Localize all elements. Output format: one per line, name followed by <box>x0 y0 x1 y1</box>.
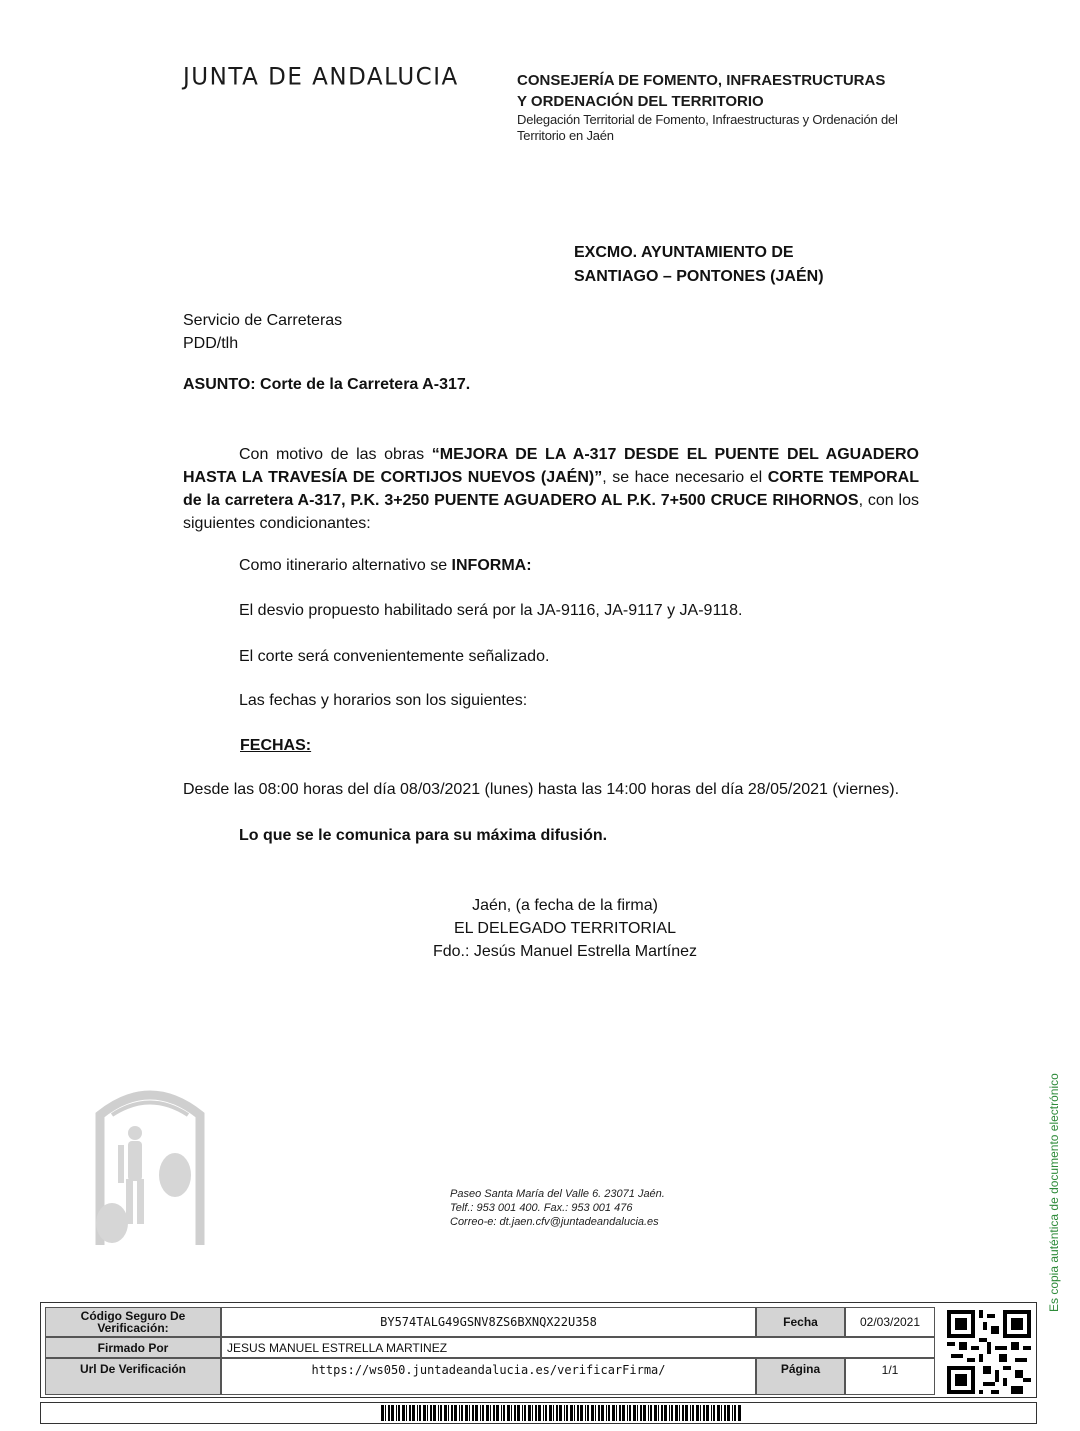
p1-closure-detail: CORTE TEMPORAL de la carretera A-317, P.K. 3+250 PUENTE AGUADERO AL P.K. 7+500 CRUCE RIHORNOS <box>183 469 920 509</box>
delegacion-line-2: Territorio en Jaén <box>517 128 614 143</box>
barcode-icon <box>341 1405 741 1421</box>
p1-part-c: , se hace necesario el <box>602 469 768 486</box>
barcode-strip <box>40 1402 1037 1424</box>
delegacion-subtitle <box>517 112 917 144</box>
pagina-label: Página <box>756 1358 845 1395</box>
consejeria-line-1: CONSEJERÍA DE FOMENTO, INFRAESTRUCTURAS <box>517 72 886 89</box>
sender-block <box>183 309 342 355</box>
address-line-3: Correo-e: dt.jaen.cfv@juntadeandalucia.es <box>450 1216 659 1228</box>
verification-table <box>40 1302 1037 1398</box>
andalucia-emblem-icon <box>90 1055 210 1255</box>
address-line-1: Paseo Santa María del Valle 6. 23071 Jaén. <box>450 1188 665 1200</box>
pagina-value: 1/1 <box>845 1358 935 1395</box>
codigo-value: BY574TALG49GSNV8ZS6BXNQX22U358 <box>221 1307 756 1337</box>
p1-part-a: Con motivo de las obras <box>239 446 432 463</box>
address-line-2: Telf.: 953 001 400. Fax.: 953 001 476 <box>450 1202 633 1214</box>
signature-role: EL DELEGADO TERRITORIAL <box>454 920 676 937</box>
informa-label: INFORMA: <box>451 557 532 574</box>
schedule-intro-line: Las fechas y horarios son los siguientes: <box>239 692 528 709</box>
signature-name: Fdo.: Jesús Manuel Estrella Martínez <box>432 943 698 960</box>
service-name: Servicio de Carreteras <box>183 312 343 329</box>
firmado-label: Firmado Por <box>45 1337 221 1358</box>
consejeria-line-2: Y ORDENACIÓN DEL TERRITORIO <box>517 93 764 110</box>
reference-code: PDD/tlh <box>183 335 239 352</box>
p1-part-e: , con los siguientes condicionantes: <box>183 492 919 532</box>
fecha-label: Fecha <box>756 1307 845 1337</box>
consejeria-title <box>517 70 885 112</box>
signage-line: El corte será convenientemente señalizado. <box>239 648 550 665</box>
subject-line: ASUNTO: Corte de la Carretera A-317. <box>183 376 471 393</box>
dates-line: Desde las 08:00 horas del día 08/03/2021 (lunes) hasta las 14:00 horas del día 28/05/2021 (viernes). <box>183 781 900 798</box>
recipient-line-1: EXCMO. AYUNTAMIENTO DE <box>574 244 794 261</box>
main-paragraph <box>183 443 919 535</box>
fechas-heading: FECHAS: <box>240 737 312 754</box>
authentic-copy-note: Es copia auténtica de documento electrónico <box>1047 1073 1061 1312</box>
itinerary-line <box>239 557 532 575</box>
fecha-value: 02/03/2021 <box>845 1307 935 1337</box>
qr-code-icon <box>947 1310 1031 1394</box>
itinerary-text: Como itinerario alternativo se <box>239 557 452 574</box>
p1-works-title: “MEJORA DE LA A-317 DESDE EL PUENTE DEL AGUADERO HASTA LA TRAVESÍA DE CORTIJOS NUEVOS (JAÉN)” <box>183 446 920 486</box>
codigo-label: Código Seguro De Verificación: <box>45 1307 221 1337</box>
delegacion-line-1: Delegación Territorial de Fomento, Infraestructuras y Ordenación del <box>517 112 898 127</box>
firmado-value: JESUS MANUEL ESTRELLA MARTINEZ <box>221 1337 935 1358</box>
closing-line: Lo que se le comunica para su máxima difusión. <box>239 827 608 844</box>
signature-block <box>400 894 730 963</box>
recipient-block <box>574 241 824 289</box>
signature-place-date: Jaén, (a fecha de la firma) <box>472 897 658 914</box>
junta-andalucia-logo: JUNTA DE ANDALUCIA <box>183 63 459 91</box>
recipient-line-2: SANTIAGO – PONTONES (JAÉN) <box>574 268 824 285</box>
url-label: Url De Verificación <box>45 1358 221 1395</box>
detour-line: El desvio propuesto habilitado será por la JA-9116, JA-9117 y JA-9118. <box>239 602 743 619</box>
url-value[interactable]: https://ws050.juntadeandalucia.es/verificarFirma/ <box>221 1358 756 1395</box>
footer-address <box>450 1187 665 1229</box>
